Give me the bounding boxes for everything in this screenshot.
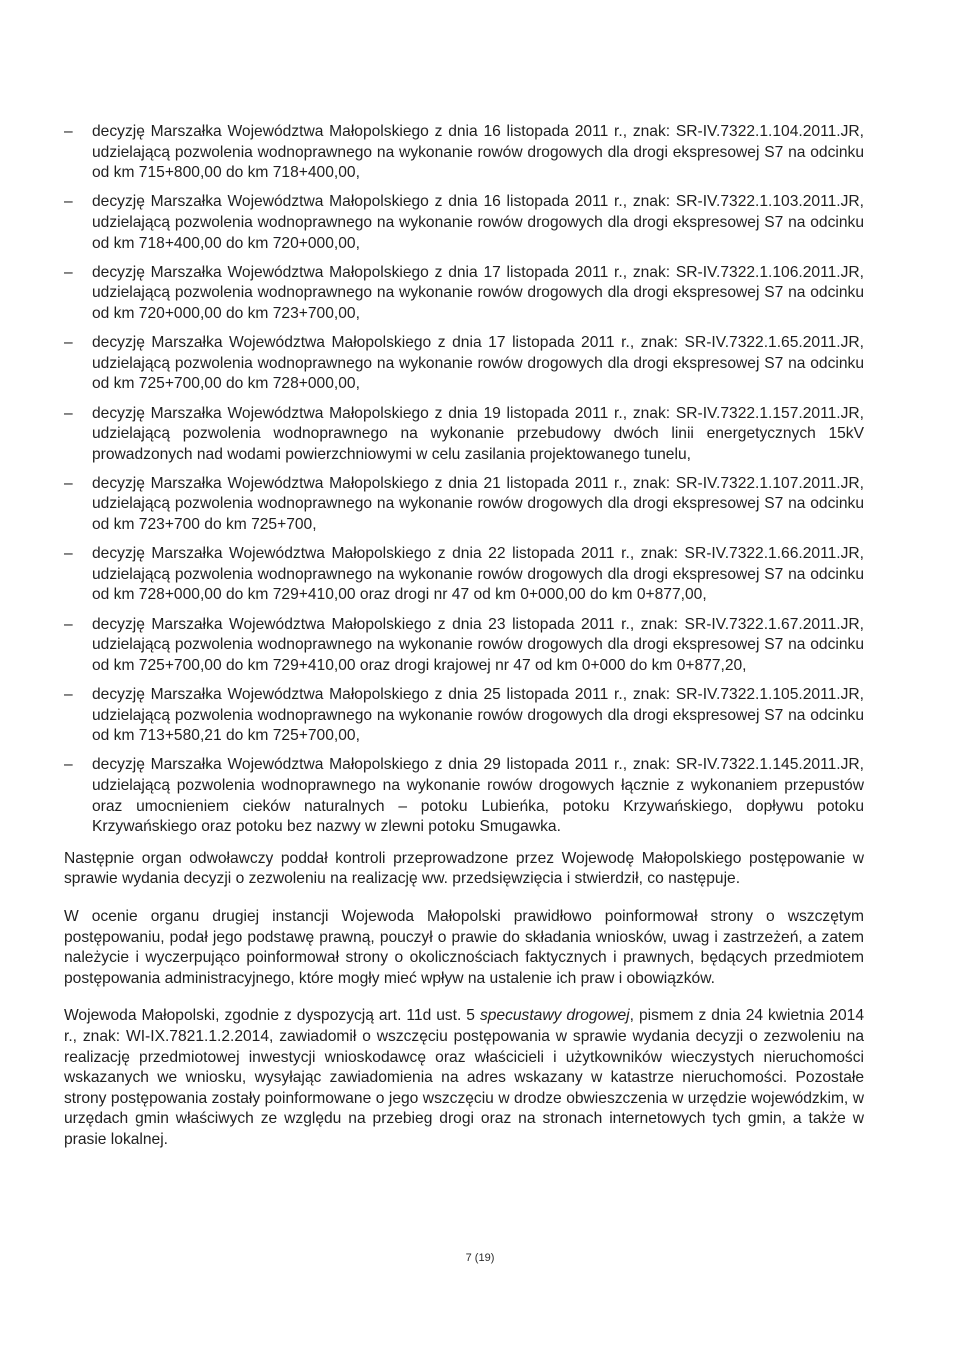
decision-item (64, 122, 864, 184)
paragraph-notification-end: , pismem z dnia 24 kwietnia 2014 r., znak: WI-IX.7821.1.2.2014, zawiadomił o wszczęciu postępowania w sprawie wydania decyzji o zezwoleniu na realizację przedmiotowej inwestycji wnioskodawcę oraz właścicieli i użytkowników wieczystych nieruchomości wskazanych we wniosku, wysyłając zawiadomienia na adres wskazany w katastrze nieruchomości. Pozostałe strony postępowania zostały poinformowane o jego wszczęciu w drodze obwieszczenia w urzędzie wojewódzkim, w urzędach gmin właściwych ze względu na przebieg drogi oraz na stronach internetowych tych gmin, a także w prasie lokalnej. (64, 1007, 864, 1148)
decision-item (64, 755, 864, 837)
paragraph-notification-start: Wojewoda Małopolski, zgodnie z dyspozycją art. 11d ust. 5 (64, 1007, 480, 1025)
decision-item (64, 544, 864, 606)
paragraph-notification (64, 1006, 864, 1150)
decision-text: decyzję Marszałka Województwa Małopolskiego z dnia 17 listopada 2011 r., znak: SR-IV.7322.1.106.2011.JR, udzielającą pozwolenia wodnoprawnego na wykonanie rowów drogowych dla drogi ekspresowej S7 na odcinku od km 720+000,00 do km 723+700,00, (92, 263, 864, 322)
decision-text: decyzję Marszałka Województwa Małopolskiego z dnia 29 listopada 2011 r., znak: SR-IV.7322.1.145.2011.JR, udzielającą pozwolenia wodnoprawnego na wykonanie rowów drogowych łącznie z wykonaniem przepustów oraz umocnieniem cieków naturalnych – potoku Lubieńka, potoku Krzywańskiego, dopływu potoku Krzywańskiego oraz potoku bez nazwy w zlewni potoku Smugawka. (92, 756, 864, 836)
decision-item (64, 685, 864, 747)
decision-text: decyzję Marszałka Województwa Małopolskiego z dnia 16 listopada 2011 r., znak: SR-IV.7322.1.104.2011.JR, udzielającą pozwolenia wodnoprawnego na wykonanie rowów drogowych dla drogi ekspresowej S7 na odcinku od km 715+800,00 do km 718+400,00, (92, 123, 864, 182)
list-dash: – (64, 334, 73, 352)
decision-item (64, 263, 864, 325)
page-number: 7 (19) (465, 1252, 495, 1264)
list-dash: – (64, 123, 73, 140)
list-dash: – (64, 615, 73, 633)
decision-text: decyzję Marszałka Województwa Małopolskiego z dnia 21 listopada 2011 r., znak: SR-IV.7322.1.107.2011.JR, udzielającą pozwolenia wodnoprawnego na wykonanie rowów drogowych dla drogi ekspresowej S7 na odcinku od km 723+700 do km 725+700, (92, 474, 864, 534)
decision-item (64, 615, 864, 677)
decision-item (64, 474, 864, 536)
decision-text: decyzję Marszałka Województwa Małopolskiego z dnia 23 listopada 2011 r., znak: SR-IV.7322.1.67.2011.JR, udzielającą pozwolenia wodnoprawnego na wykonanie rowów drogowych dla drogi ekspresowej S7 na odcinku od km 725+700,00 do km 729+410,00 oraz drogi krajowej nr 47 od km 0+000 do km 0+877,20, (92, 615, 864, 674)
decision-item (64, 404, 864, 466)
decision-text: decyzję Marszałka Województwa Małopolskiego z dnia 22 listopada 2011 r., znak: SR-IV.7322.1.66.2011.JR, udzielającą pozwolenia wodnoprawnego na wykonanie rowów drogowych dla drogi ekspresowej S7 na odcinku od km 728+000,00 do km 729+410,00 oraz drogi nr 47 od km 0+000,00 do km 0+877,00, (92, 545, 864, 604)
document-page (64, 122, 864, 1150)
list-dash: – (64, 545, 73, 563)
list-dash: – (64, 263, 73, 281)
decision-item (64, 333, 864, 395)
list-dash: – (64, 193, 73, 211)
decision-text: decyzję Marszałka Województwa Małopolskiego z dnia 25 listopada 2011 r., znak: SR-IV.7322.1.105.2011.JR, udzielającą pozwolenia wodnoprawnego na wykonanie rowów drogowych dla drogi ekspresowej S7 na odcinku od km 713+580,21 do km 725+700,00, (92, 686, 864, 745)
list-dash: – (64, 404, 73, 422)
list-dash: – (64, 756, 73, 774)
paragraph-review: Następnie organ odwoławczy poddał kontroli przeprowadzone przez Wojewodę Małopolskiego postępowanie w sprawie wydania decyzji o zezwoleniu na realizację ww. przedsięwzięcia i stwierdził, co następuje. (64, 849, 864, 888)
list-dash: – (64, 474, 73, 492)
decision-text: decyzję Marszałka Województwa Małopolskiego z dnia 19 listopada 2011 r., znak: SR-IV.7322.1.157.2011.JR, udzielającą pozwolenia wodnoprawnego na wykonanie przebudowy dwóch linii energetycznych 15kV prowadzonych nad wodami powierzchniowymi w celu zasilania projektowanego tunelu, (92, 404, 864, 463)
decision-text: decyzję Marszałka Województwa Małopolskiego z dnia 16 listopada 2011 r., znak: SR-IV.7322.1.103.2011.JR, udzielającą pozwolenia wodnoprawnego na wykonanie rowów drogowych dla drogi ekspresowej S7 na odcinku od km 718+400,00 do km 720+000,00, (92, 193, 864, 252)
decision-item (64, 192, 864, 254)
list-dash: – (64, 686, 73, 703)
decision-list (64, 122, 864, 838)
paragraph-assessment: W ocenie organu drugiej instancji Wojewoda Małopolski prawidłowo poinformował strony o wszczętym postępowaniu, podał jego podstawę prawną, pouczył o prawie do składania wniosków, uwag i zastrzeżeń, a zatem należycie i wyczerpująco poinformował strony o okolicznościach faktycznych i prawnych, będących przedmiotem postępowania administracyjnego, które mogły mieć wpływ na ustalenie ich praw i obowiązków. (64, 907, 864, 987)
decision-text: decyzję Marszałka Województwa Małopolskiego z dnia 17 listopada 2011 r., znak: SR-IV.7322.1.65.2011.JR, udzielającą pozwolenia wodnoprawnego na wykonanie rowów drogowych dla drogi ekspresowej S7 na odcinku od km 725+700,00 do km 728+000,00, (92, 334, 864, 393)
paragraph-notification-italic: specustawy drogowej (479, 1007, 630, 1025)
